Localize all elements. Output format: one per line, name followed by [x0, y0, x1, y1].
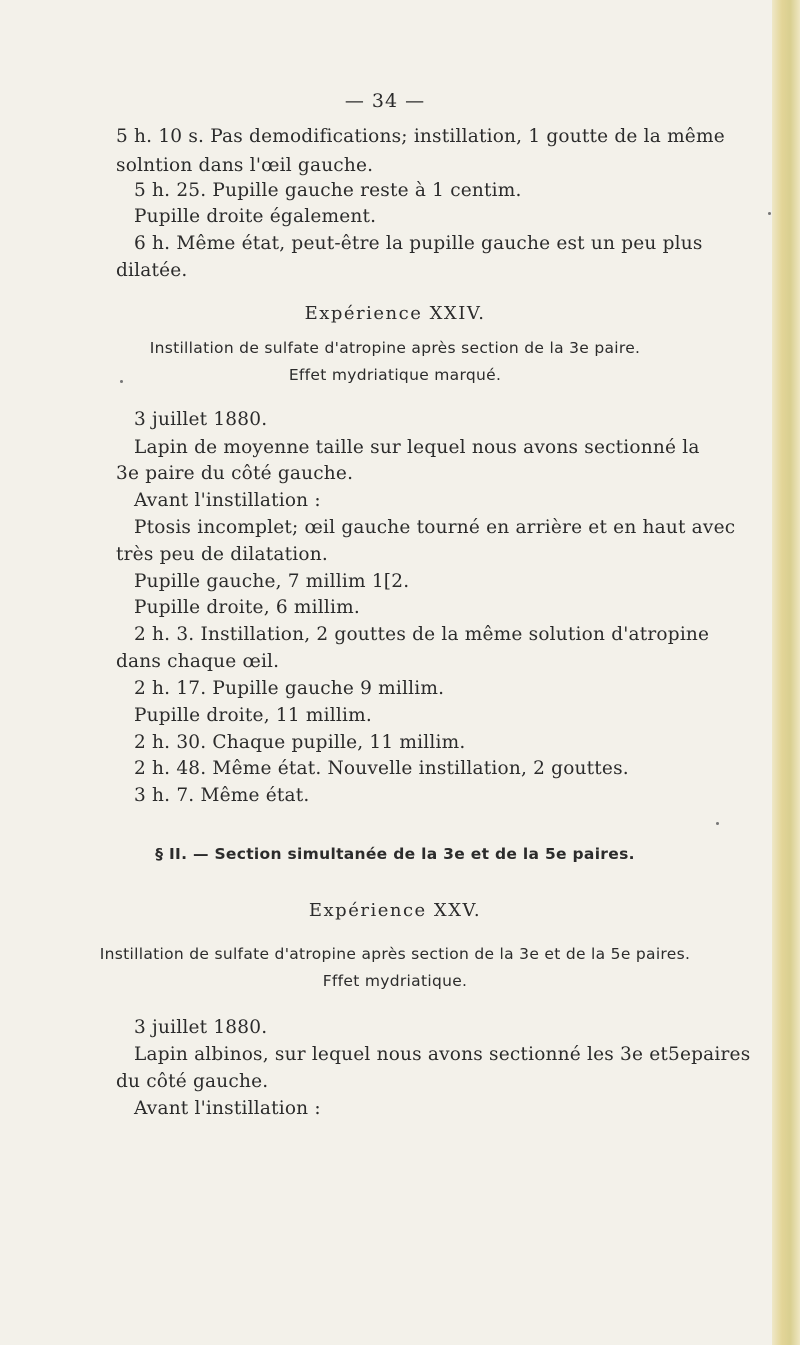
- text-line: dilatée.: [116, 260, 188, 281]
- text-line: 3 juillet 1880.: [134, 1017, 268, 1038]
- text-line: Pupille droite, 6 millim.: [134, 597, 360, 618]
- book-spine-edge: [772, 0, 800, 1345]
- experiment-subtitle: Instillation de sulfate d'atropine après section de la 3e et de la 5e paires.: [99, 945, 691, 963]
- text-line: Avant l'instillation :: [134, 1098, 321, 1119]
- section-heading: § II. — Section simultanée de la 3e et de la 5e paires.: [155, 845, 635, 863]
- text-line: 2 h. 30. Chaque pupille, 11 millim.: [134, 732, 466, 753]
- page-number: — 34 —: [344, 90, 426, 112]
- text-line: 3 juillet 1880.: [134, 409, 268, 430]
- text-line: 5 h. 10 s. Pas demodifications; instillation, 1 goutte de la même: [116, 126, 725, 147]
- experiment-subtitle: Effet mydriatique marqué.: [288, 366, 502, 384]
- text-line: du côté gauche.: [116, 1071, 269, 1092]
- text-line: 6 h. Même état, peut-être la pupille gauche est un peu plus: [134, 233, 703, 254]
- ink-speck: [120, 380, 123, 383]
- text-line: très peu de dilatation.: [116, 544, 328, 565]
- experiment-title: Expérience XXIV.: [304, 303, 486, 324]
- text-line: Lapin albinos, sur lequel nous avons sectionné les 3e et5epaires: [134, 1044, 751, 1065]
- text-line: Pupille gauche, 7 millim 1[2.: [134, 571, 410, 592]
- text-line: Pupille droite, 11 millim.: [134, 705, 372, 726]
- text-line: Ptosis incomplet; œil gauche tourné en arrière et en haut avec: [134, 517, 736, 538]
- text-line: 3 h. 7. Même état.: [134, 785, 310, 806]
- text-line: solntion dans l'œil gauche.: [116, 155, 374, 176]
- ink-speck: [768, 212, 771, 215]
- text-line: 2 h. 3. Instillation, 2 gouttes de la même solution d'atropine: [134, 624, 710, 645]
- text-line: dans chaque œil.: [116, 651, 280, 672]
- text-line: 3e paire du côté gauche.: [116, 463, 354, 484]
- experiment-subtitle: Instillation de sulfate d'atropine après section de la 3e paire.: [149, 339, 641, 357]
- text-line: Pupille droite également.: [134, 206, 377, 227]
- experiment-subtitle: Fffet mydriatique.: [322, 972, 468, 990]
- text-line: 2 h. 48. Même état. Nouvelle instillation, 2 gouttes.: [134, 758, 629, 779]
- text-line: 5 h. 25. Pupille gauche reste à 1 centim.: [134, 180, 522, 201]
- ink-speck: [716, 822, 719, 825]
- experiment-title: Expérience XXV.: [308, 900, 482, 921]
- text-line: Lapin de moyenne taille sur lequel nous avons sectionné la: [134, 437, 700, 458]
- text-line: Avant l'instillation :: [134, 490, 321, 511]
- text-line: 2 h. 17. Pupille gauche 9 millim.: [134, 678, 445, 699]
